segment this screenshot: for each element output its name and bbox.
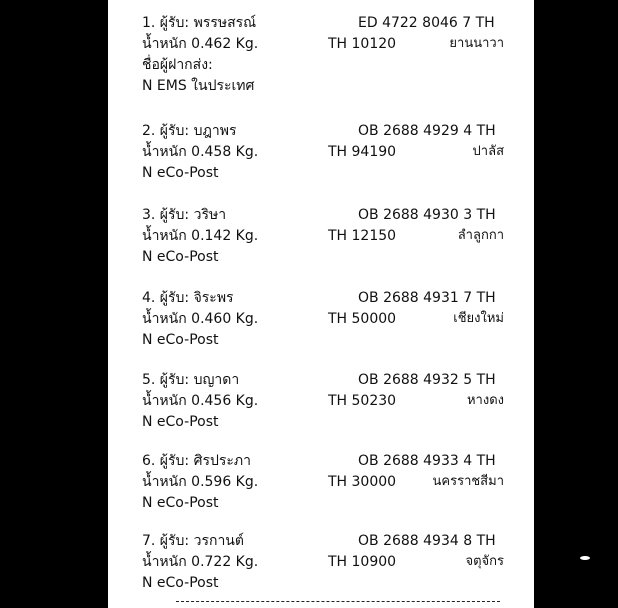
parcel-weight: น้ำหนัก 0.456 Kg. — [142, 393, 259, 409]
parcel-weight: น้ำหนัก 0.722 Kg. — [142, 554, 259, 570]
destination-district: จตุจักร — [465, 554, 504, 569]
destination-postcode: TH 50000 — [328, 311, 397, 327]
dashed-separator — [176, 601, 500, 602]
destination-postcode: TH 30000 — [328, 474, 397, 490]
tracking-number: OB 2688 4930 3 TH — [358, 207, 496, 223]
recipient-name: 6. ผู้รับ: ศิรประภา — [142, 453, 252, 469]
parcel-weight: น้ำหนัก 0.460 Kg. — [142, 311, 259, 327]
shipment-entry-5 — [108, 371, 534, 455]
destination-postcode: TH 94190 — [328, 144, 397, 160]
shipment-entry-7 — [108, 532, 534, 608]
shipment-entry-4 — [108, 289, 534, 373]
service-type: N eCo-Post — [142, 575, 219, 591]
tracking-number: OB 2688 4932 5 TH — [358, 372, 496, 388]
destination-postcode: TH 50230 — [328, 393, 397, 409]
parcel-weight: น้ำหนัก 0.142 Kg. — [142, 228, 259, 244]
recipient-name: 5. ผู้รับ: บญาดา — [142, 372, 240, 388]
receipt-paper — [108, 0, 534, 608]
tracking-number: OB 2688 4931 7 TH — [358, 290, 496, 306]
recipient-name: 7. ผู้รับ: วรกานต์ — [142, 533, 244, 549]
parcel-weight: น้ำหนัก 0.458 Kg. — [142, 144, 259, 160]
service-type: N eCo-Post — [142, 495, 219, 511]
parcel-weight: น้ำหนัก 0.596 Kg. — [142, 474, 259, 490]
tracking-number: OB 2688 4929 4 TH — [358, 123, 496, 139]
sender-label: ชื่อผู้ฝากส่ง: — [142, 57, 213, 73]
service-type: N EMS ในประเทศ — [142, 78, 255, 94]
tracking-number: OB 2688 4934 8 TH — [358, 533, 496, 549]
service-type: N eCo-Post — [142, 332, 219, 348]
destination-district: นครราชสีมา — [432, 474, 504, 489]
recipient-name: 4. ผู้รับ: จิระพร — [142, 290, 234, 306]
shipment-entry-1 — [108, 14, 534, 98]
destination-district: ยานนาวา — [449, 36, 504, 51]
service-type: N eCo-Post — [142, 414, 219, 430]
recipient-name: 3. ผู้รับ: วริษา — [142, 207, 227, 223]
destination-postcode: TH 10900 — [328, 554, 397, 570]
service-type: N eCo-Post — [142, 165, 219, 181]
paper-speck — [580, 556, 590, 560]
destination-district: ปาลัส — [472, 144, 504, 159]
tracking-number: ED 4722 8046 7 TH — [358, 15, 495, 31]
destination-district: หางดง — [466, 393, 504, 408]
tracking-number: OB 2688 4933 4 TH — [358, 453, 496, 469]
shipment-entry-3 — [108, 206, 534, 290]
service-type: N eCo-Post — [142, 249, 219, 265]
recipient-name: 1. ผู้รับ: พรรษสรณ์ — [142, 15, 257, 31]
destination-postcode: TH 12150 — [328, 228, 397, 244]
destination-district: เชียงใหม่ — [453, 311, 504, 326]
destination-postcode: TH 10120 — [328, 36, 397, 52]
shipment-entry-2 — [108, 122, 534, 206]
parcel-weight: น้ำหนัก 0.462 Kg. — [142, 36, 259, 52]
recipient-name: 2. ผู้รับ: บฎาพร — [142, 123, 237, 139]
destination-district: ลำลูกกา — [457, 228, 504, 243]
shipment-entry-6 — [108, 452, 534, 536]
